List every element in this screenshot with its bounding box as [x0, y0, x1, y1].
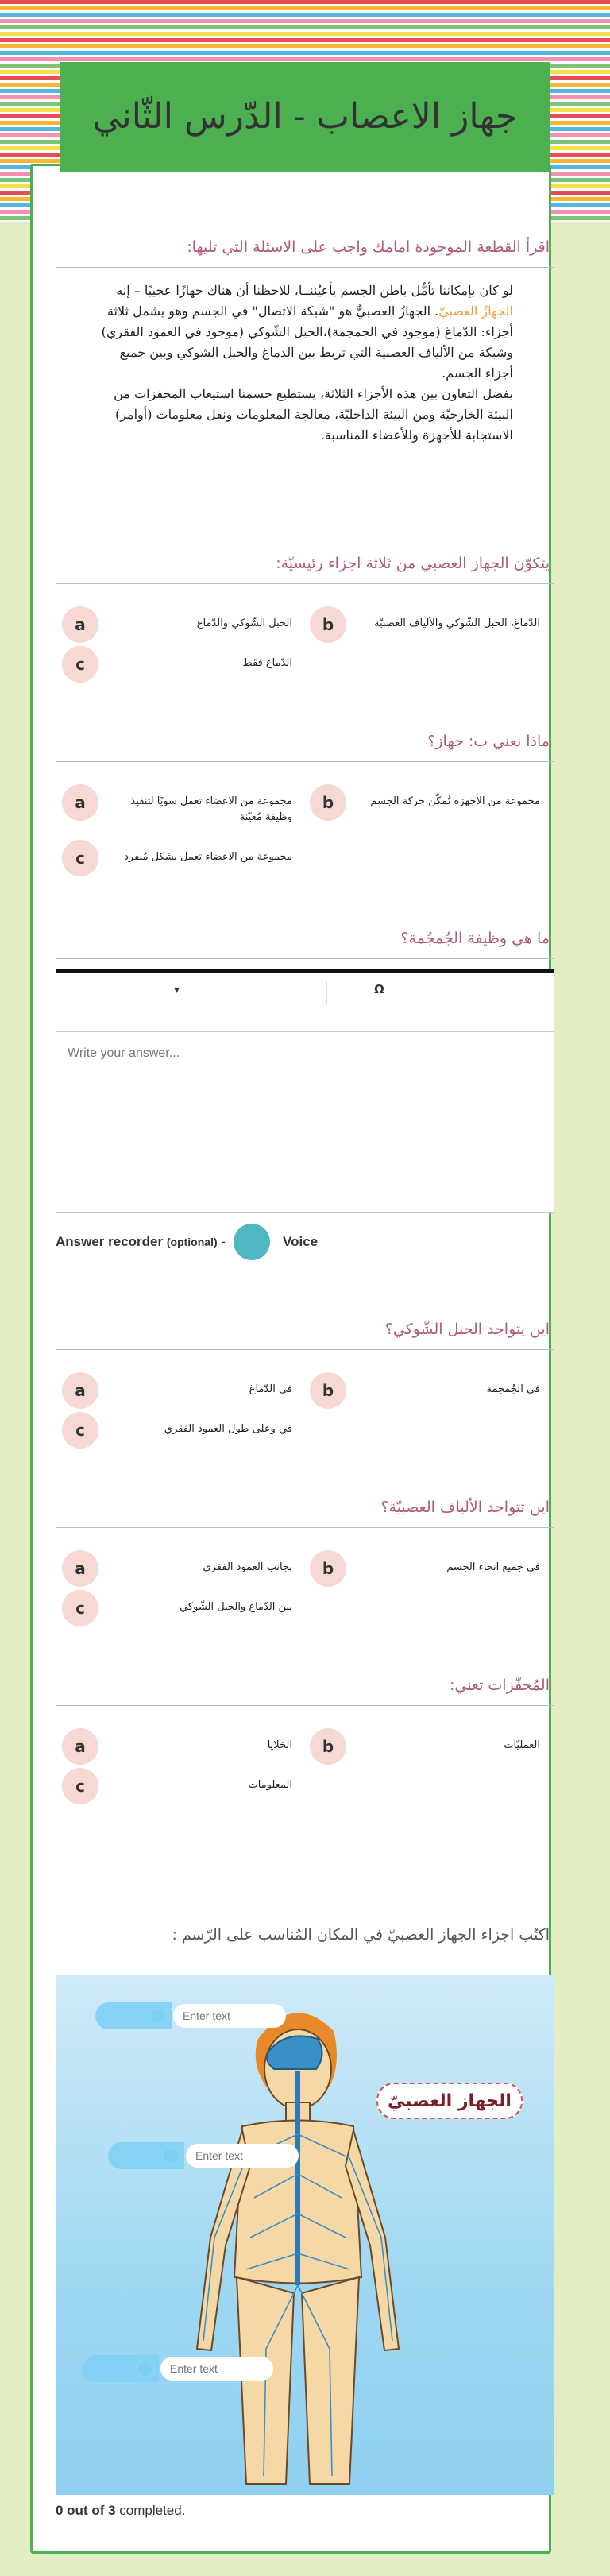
option-b[interactable] [310, 1372, 540, 1409]
question-title: ماذا نعني ب: جهاز؟ [56, 733, 554, 762]
pointer-tail [95, 2002, 172, 2029]
label-input-brain[interactable] [173, 2004, 286, 2028]
question-passage [56, 238, 554, 446]
option-badge: c [62, 1590, 98, 1626]
question-system [56, 733, 554, 900]
option-a[interactable] [62, 784, 292, 826]
answer-textarea[interactable] [56, 1032, 554, 1207]
question-label-diagram [56, 1926, 554, 1955]
option-c[interactable] [62, 1412, 292, 1449]
option-badge: c [62, 1412, 98, 1449]
recorder-dash: - [221, 1234, 226, 1249]
question-title: اقرأ القطعة الموجودة امامك واجب على الاسئلة التي تليها: [56, 238, 554, 268]
label-input-spinal-cord[interactable] [186, 2144, 299, 2168]
option-label: الدّماغ، الحبل الشّوكي والألياف العصبيّة [373, 617, 540, 629]
option-a[interactable] [62, 1550, 292, 1587]
diagram-title-label: الجهاز العصبيّ [376, 2083, 523, 2119]
label-field-2 [108, 2142, 299, 2169]
option-badge: b [310, 606, 346, 643]
option-label: الحبل الشّوكي والدّماغ [196, 617, 292, 629]
question-title: المُحفّزات تعني: [56, 1677, 554, 1706]
recorder-label: Answer recorder [56, 1234, 164, 1249]
question-nerve-fibers [56, 1499, 554, 1666]
pointer-tail [83, 2355, 159, 2382]
question-skull [56, 930, 554, 959]
editor-toolbar [56, 973, 554, 1032]
option-badge: b [310, 1728, 346, 1765]
option-label: في وعلى طول العمود الفقري [164, 1423, 292, 1435]
question-title: ما هي وظيفة الجُمجُمة؟ [56, 930, 554, 959]
question-stimuli [56, 1677, 554, 1844]
progress-suffix: completed. [115, 2503, 186, 2518]
passage-part: لو كان بإمكاننا تأمُّل باطن الجسم بأعيُننــا، للاحظنا أن هناك جهازًا عجيبًا – إنه [116, 283, 513, 298]
option-label: في الدّماغ [249, 1383, 292, 1395]
option-label: في جميع انحاء الجسم [446, 1561, 540, 1573]
option-a[interactable] [62, 606, 292, 643]
page-title: جهاز الاعصاب - الدّرس الثّاني [92, 96, 518, 137]
option-badge: c [62, 840, 98, 876]
voice-label: Voice [283, 1234, 319, 1249]
option-badge: b [310, 784, 346, 821]
option-a[interactable] [62, 1372, 292, 1409]
question-spinal-cord [56, 1321, 554, 1488]
label-field-3 [83, 2355, 273, 2382]
option-c[interactable] [62, 1768, 292, 1804]
progress-count: 0 out of 3 [56, 2503, 116, 2518]
passage-text [56, 268, 554, 446]
option-label: بين الدّماغ والحبل الشّوكي [180, 1601, 292, 1613]
question-title: يتكوّن الجهاز العصبي من ثلاثة اجزاء رئيسيّة: [56, 555, 554, 584]
pointer-tail [108, 2142, 184, 2169]
special-character-button[interactable]: Ω [374, 982, 384, 996]
option-b[interactable] [310, 606, 540, 643]
option-b[interactable] [310, 1728, 540, 1765]
passage-part: . الجهازُ العصبيُّ هو "شبكة الاتصال" في الجسم وهو يشمل ثلاثة أجزاء: الدّماغ (موجود في الجمجمة)،الحبل الشّوكي (موجود في العمود الفقري) وشبكة من الألياف العصبية التي تربط بين الدماغ والحبل الشوكي وبين جميع أجزاء الجسم. [101, 304, 513, 381]
question-parts [56, 555, 554, 722]
option-badge: a [62, 1372, 98, 1409]
option-c[interactable] [62, 1590, 292, 1626]
label-input-nerves[interactable] [160, 2357, 273, 2381]
progress-status [56, 2503, 185, 2519]
option-label: بجانب العمود الفقري [203, 1561, 292, 1573]
option-b[interactable] [310, 1550, 540, 1587]
option-label: مجموعة من الاعضاء تعمل سويًا لتنفيذ وظيفة مُعيّنة [130, 795, 292, 823]
option-c[interactable] [62, 646, 292, 683]
option-label: مجموعة من الاعضاء تعمل بشكل مُنفرد [124, 851, 292, 863]
option-c[interactable] [62, 840, 292, 876]
option-label: الخلايا [267, 1739, 292, 1751]
recorder-optional: (optional) [166, 1236, 218, 1248]
option-badge: b [310, 1372, 346, 1409]
passage-part: بفضل التعاون بين هذه الأجزاء الثلاثة، يستطيع جسمنا استيعاب المحفزات من البيئة الخارجيّة ومن البيئة الداخليّة، معالجة المعلومات ونقل معلومات (أوامر) الاستجابة للأجهزة وللأعضاء المناسبة. [114, 386, 513, 443]
option-badge: c [62, 646, 98, 683]
option-badge: a [62, 606, 98, 643]
option-label: في الجُمجمة [486, 1383, 540, 1395]
format-dropdown[interactable]: ▾ [174, 984, 180, 996]
label-field-1 [95, 2002, 286, 2029]
option-badge: a [62, 1728, 98, 1765]
option-badge: a [62, 784, 98, 821]
question-title: اين يتواجد الحبل الشّوكي؟ [56, 1321, 554, 1350]
option-label: العمليّات [504, 1739, 540, 1751]
record-button[interactable] [234, 1224, 270, 1260]
toolbar-divider [326, 981, 327, 1004]
question-title: اين تتواجد الألياف العصبيّة؟ [56, 1499, 554, 1528]
title-banner [60, 62, 550, 172]
question-title: اكتُب اجزاء الجهاز العصبيّ في المكان المُناسب على الرّسم : [56, 1926, 554, 1955]
passage-highlight: الجهازُ العصبيّ [438, 304, 513, 319]
option-label: المعلومات [248, 1779, 292, 1791]
option-badge: b [310, 1550, 346, 1587]
option-a[interactable] [62, 1728, 292, 1765]
nervous-system-diagram [56, 1975, 554, 2495]
body-illustration [56, 1975, 554, 2495]
option-badge: c [62, 1768, 98, 1804]
answer-editor [56, 969, 554, 1213]
option-b[interactable] [310, 784, 540, 821]
answer-recorder [56, 1224, 318, 1260]
option-label: الدّماغ فقط [242, 657, 292, 669]
option-label: مجموعة من الاجهزة تُمكّن حركة الجسم [370, 795, 540, 807]
option-badge: a [62, 1550, 98, 1587]
